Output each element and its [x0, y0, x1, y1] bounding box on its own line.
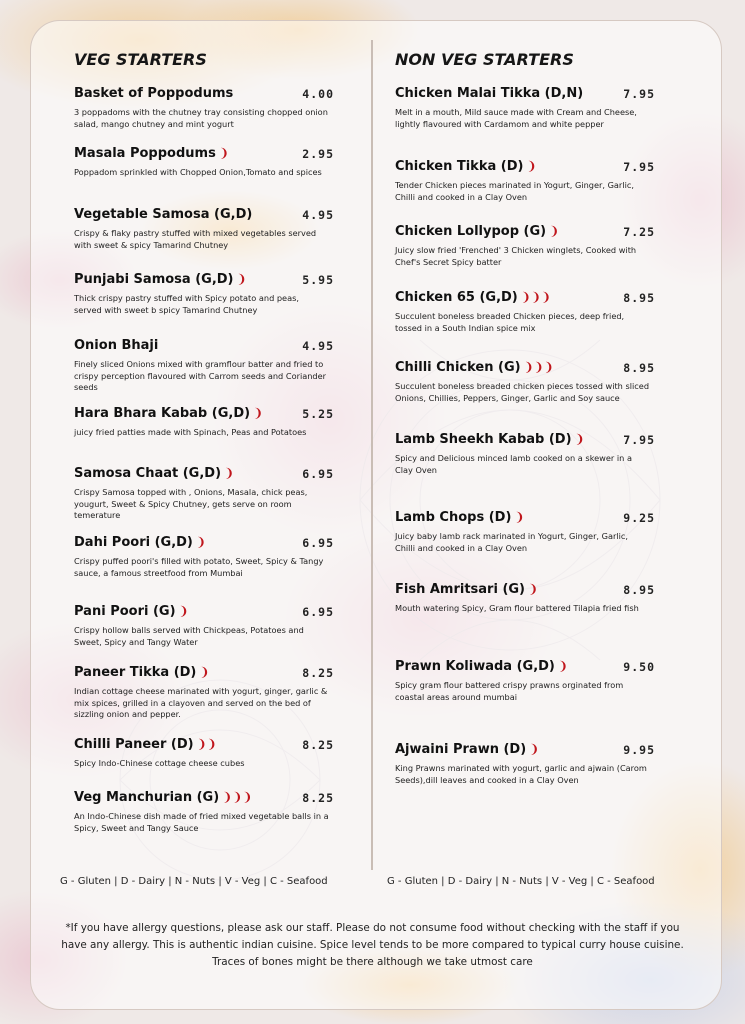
item-name: Lamb Chops (D) ❩: [395, 510, 525, 525]
chili-icon: ❩❩❩: [222, 790, 253, 804]
menu-item: [74, 535, 344, 579]
item-name: Prawn Koliwada (G,D) ❩: [395, 659, 568, 674]
item-price: 9.50: [623, 660, 655, 674]
menu-item: [74, 272, 344, 316]
item-name: Chicken Lollypop (G) ❩: [395, 224, 560, 239]
item-name: Basket of Poppodums: [74, 86, 234, 101]
chili-icon: ❩: [526, 159, 537, 173]
item-description: Indian cottage cheese marinated with yogurt, ginger, garlic & mix spices, grilled in a clayoven and served on the bed of sizzling onion and pepper.: [74, 686, 328, 719]
chili-icon: ❩: [529, 742, 540, 756]
item-name: Punjabi Samosa (G,D) ❩: [74, 272, 247, 287]
chili-icon: ❩: [514, 510, 525, 524]
item-price: 4.95: [302, 208, 334, 222]
column-divider: [371, 40, 373, 870]
item-price: 8.95: [623, 291, 655, 305]
item-description: juicy fried patties made with Spinach, Peas and Potatoes: [74, 427, 307, 437]
item-price: 8.25: [302, 738, 334, 752]
menu-item: [395, 86, 665, 130]
item-description: Succulent boneless breaded chicken pieces tossed with sliced Onions, Chillies, Peppers, Ginger, Garlic and Soy sauce: [395, 381, 650, 403]
chili-icon: ❩: [528, 582, 539, 596]
item-price: 6.95: [302, 536, 334, 550]
chili-icon: ❩: [178, 604, 189, 618]
veg-section-title: VEG STARTERS: [74, 50, 207, 69]
menu-item: [74, 466, 344, 522]
item-name: Fish Amritsari (G) ❩: [395, 582, 539, 597]
menu-item: [395, 582, 665, 615]
menu-item: [74, 790, 344, 834]
menu-item: [74, 665, 344, 721]
item-description: Crispy puffed poori's filled with potato, Sweet, Spicy & Tangy sauce, a famous streetfood from Mumbai: [74, 556, 324, 578]
menu-item: [74, 406, 344, 439]
item-price: 5.25: [302, 407, 334, 421]
item-price: 7.25: [623, 225, 655, 239]
item-description: Spicy gram flour battered crispy prawns orginated from coastal areas around mumbai: [395, 680, 624, 702]
item-description: Tender Chicken pieces marinated in Yogurt, Ginger, Garlic, Chilli and cooked in a Clay Oven: [395, 180, 634, 202]
item-price: 7.95: [623, 87, 655, 101]
item-price: 8.95: [623, 583, 655, 597]
item-price: 9.25: [623, 511, 655, 525]
allergy-disclaimer: *If you have allergy questions, please ask our staff. Please do not consume food without checking with the staff if you have any allergy. This is authentic indian cuisine. Spice level tends to be more compared to typical curry house cuisine. Traces of bones might be there although we take utmost care: [61, 922, 684, 968]
menu-item: [395, 742, 665, 786]
item-price: 7.95: [623, 160, 655, 174]
item-description: Melt in a mouth, Mild sauce made with Cream and Cheese, lightly flavoured with Cardamom and white pepper: [395, 107, 637, 129]
chili-icon: ❩: [253, 406, 264, 420]
item-name: Pani Poori (G) ❩: [74, 604, 189, 619]
item-price: 6.95: [302, 605, 334, 619]
item-description: Spicy Indo-Chinese cottage cheese cubes: [74, 758, 245, 768]
chili-icon: ❩: [549, 224, 560, 238]
item-price: 4.95: [302, 339, 334, 353]
item-name: Chicken Tikka (D) ❩: [395, 159, 537, 174]
menu-item: [395, 159, 665, 203]
chili-icon: ❩: [199, 665, 210, 679]
item-description: Crispy hollow balls served with Chickpeas, Potatoes and Sweet, Spicy and Tangy Water: [74, 625, 304, 647]
allergen-legend-right: G - Gluten | D - Dairy | N - Nuts | V - Veg | C - Seafood: [387, 876, 655, 887]
item-price: 8.25: [302, 791, 334, 805]
item-price: 8.95: [623, 361, 655, 375]
item-description: Mouth watering Spicy, Gram flour battered Tilapia fried fish: [395, 603, 639, 613]
item-description: Succulent boneless breaded Chicken pieces, deep fried, tossed in a South Indian spice mix: [395, 311, 625, 333]
item-name: Hara Bhara Kabab (G,D) ❩: [74, 406, 264, 421]
item-name: Dahi Poori (G,D) ❩: [74, 535, 206, 550]
item-price: 8.25: [302, 666, 334, 680]
item-description: Finely sliced Onions mixed with gramflour batter and fried to crispy perception flavoured with Carrom seeds and Coriander seeds: [74, 359, 327, 392]
chili-icon: ❩: [236, 272, 247, 286]
item-name: Ajwaini Prawn (D) ❩: [395, 742, 540, 757]
menu-item: [74, 604, 344, 648]
chili-icon: ❩❩: [196, 737, 217, 751]
item-price: 4.00: [302, 87, 334, 101]
item-description: Crispy Samosa topped with , Onions, Masala, chick peas, yougurt, Sweet & Spicy Chutney, gets serve on room temerature: [74, 487, 308, 520]
item-name: Chicken Malai Tikka (D,N): [395, 86, 584, 101]
item-name: Veg Manchurian (G) ❩❩❩: [74, 790, 253, 805]
item-name: Onion Bhaji: [74, 338, 159, 353]
item-name: Paneer Tikka (D) ❩: [74, 665, 210, 680]
menu-item: [74, 338, 344, 394]
chili-icon: ❩: [224, 466, 235, 480]
item-price: 6.95: [302, 467, 334, 481]
item-name: Lamb Sheekh Kabab (D) ❩: [395, 432, 585, 447]
chili-icon: ❩: [218, 146, 229, 160]
item-name: Vegetable Samosa (G,D): [74, 207, 253, 222]
chili-icon: ❩❩❩: [520, 290, 551, 304]
item-price: 9.95: [623, 743, 655, 757]
item-price: 7.95: [623, 433, 655, 447]
item-name: Chilli Paneer (D) ❩❩: [74, 737, 217, 752]
menu-item: [395, 510, 665, 554]
item-description: An Indo-Chinese dish made of fried mixed vegetable balls in a Spicy, Sweet and Tangy Sauce: [74, 811, 329, 833]
menu-item: [395, 659, 665, 703]
nonveg-section-title: NON VEG STARTERS: [395, 50, 574, 69]
item-description: King Prawns marinated with yogurt, garlic and ajwain (Carom Seeds),dill leaves and cooked in a Clay Oven: [395, 763, 647, 785]
chili-icon: ❩: [574, 432, 585, 446]
menu-item: [74, 146, 344, 179]
chili-icon: ❩: [195, 535, 206, 549]
menu-item: [395, 224, 665, 268]
item-description: Juicy slow fried 'Frenched' 3 Chicken winglets, Cooked with Chef's Secret Spicy batter: [395, 245, 637, 267]
menu-item: [74, 86, 344, 130]
item-description: Poppadom sprinkled with Chopped Onion,Tomato and spices: [74, 167, 322, 177]
menu-item: [395, 432, 665, 476]
item-description: Juicy baby lamb rack marinated in Yogurt, Ginger, Garlic, Chilli and cooked in a Clay Oven: [395, 531, 629, 553]
allergen-legend-left: G - Gluten | D - Dairy | N - Nuts | V - Veg | C - Seafood: [60, 876, 328, 887]
item-description: Spicy and Delicious minced lamb cooked on a skewer in a Clay Oven: [395, 453, 632, 475]
item-name: Samosa Chaat (G,D) ❩: [74, 466, 235, 481]
item-description: Crispy & flaky pastry stuffed with mixed vegetables served with sweet & spicy Tamarind Chutney: [74, 228, 317, 250]
menu-item: [395, 290, 665, 334]
item-name: Chicken 65 (G,D) ❩❩❩: [395, 290, 551, 305]
item-description: Thick crispy pastry stuffed with Spicy potato and peas, served with sweet b spicy Tamarind Chutney: [74, 293, 299, 315]
chili-icon: ❩: [557, 659, 568, 673]
item-price: 5.95: [302, 273, 334, 287]
item-name: Chilli Chicken (G) ❩❩❩: [395, 360, 554, 375]
menu-item: [395, 360, 665, 404]
menu-item: [74, 737, 344, 770]
item-description: 3 poppadoms with the chutney tray consisting chopped onion salad, mango chutney and mint yogurt: [74, 107, 328, 129]
item-price: 2.95: [302, 147, 334, 161]
chili-icon: ❩❩❩: [523, 360, 554, 374]
item-name: Masala Poppodums ❩: [74, 146, 229, 161]
menu-item: [74, 207, 344, 251]
